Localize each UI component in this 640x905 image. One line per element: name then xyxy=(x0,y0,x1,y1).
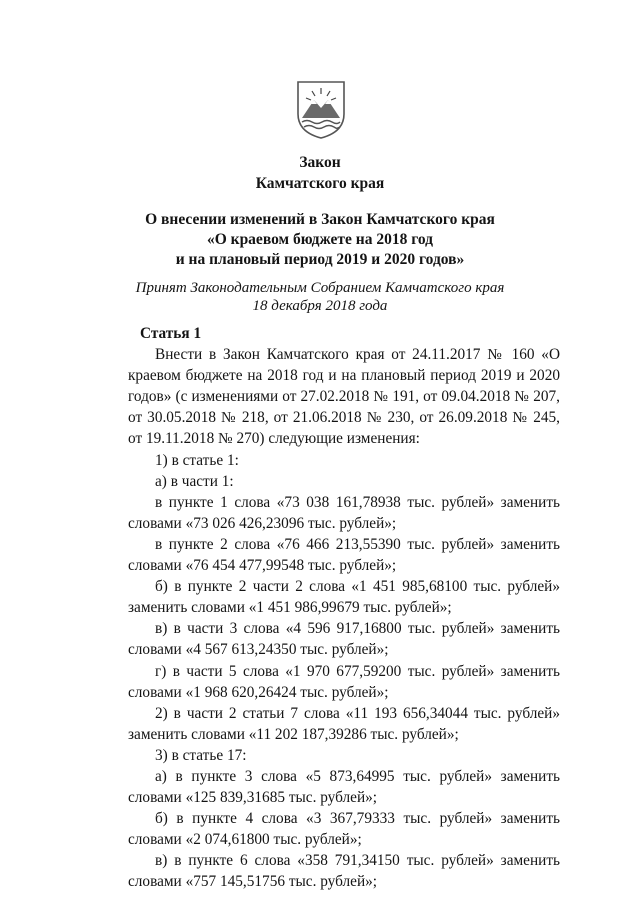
list-item: 2) в части 2 статьи 7 слова «11 193 656,34044 тыс. рублей» заменить словами «11 202 187,39286 тыс. рублей»; xyxy=(128,704,560,743)
list-item: 1) в статье 1: xyxy=(155,451,239,469)
list-item: в пункте 2 слова «76 466 213,55390 тыс. рублей» заменить словами «76 454 477,99548 тыс. рублей»; xyxy=(128,535,560,575)
law-subtitle-line2: «О краевом бюджете на 2018 год xyxy=(206,231,434,248)
law-subtitle-line1: О внесении изменений в Закон Камчатского края xyxy=(145,211,495,228)
article-body xyxy=(128,323,560,893)
list-item: в пункте 1 слова «73 038 161,78938 тыс. рублей» заменить словами «73 026 426,23096 тыс. рублей»; xyxy=(128,493,560,532)
adoption-note-line1: Принят Законодательным Собранием Камчатского края xyxy=(135,280,505,296)
law-subtitle xyxy=(0,210,640,270)
list-item: а) в пункте 3 слова «5 873,64995 тыс. рублей» заменить словами «125 839,31685 тыс. рублей»; xyxy=(128,767,560,807)
list-item: 3) в статье 17: xyxy=(155,746,247,764)
kamchatka-coat-of-arms-icon xyxy=(294,78,348,140)
adoption-note xyxy=(0,279,640,315)
law-subtitle-line3: и на плановый период 2019 и 2020 годов» xyxy=(175,251,465,268)
law-title-line2: Камчатского края xyxy=(255,175,385,192)
law-title xyxy=(0,152,640,194)
list-item: в) в части 3 слова «4 596 917,16800 тыс. рублей» заменить словами «4 567 613,24350 тыс. рублей»; xyxy=(128,620,560,659)
list-item: в) в пункте 6 слова «358 791,34150 тыс. рублей» заменить словами «757 145,51756 тыс. рублей»; xyxy=(128,852,560,891)
article-heading: Статья 1 xyxy=(140,325,202,342)
list-item: б) в пункте 4 слова «3 367,79333 тыс. рублей» заменить словами «2 074,61800 тыс. рублей»; xyxy=(128,810,560,849)
list-item: г) в части 5 слова «1 970 677,59200 тыс. рублей» заменить словами «1 968 620,26424 тыс. рублей»; xyxy=(128,662,560,701)
adoption-note-line2: 18 декабря 2018 года xyxy=(252,298,388,314)
list-item: б) в пункте 2 части 2 слова «1 451 985,68100 тыс. рублей» заменить словами «1 451 986,99679 тыс. рублей»; xyxy=(128,578,560,617)
list-item: а) в части 1: xyxy=(155,472,234,490)
law-title-line1: Закон xyxy=(299,154,341,171)
article-intro: Внести в Закон Камчатского края от 24.11.2017 № 160 «О краевом бюджете на 2018 год и на плановый период 2019 и 2020 годов» (с изменениями от 27.02.2018 № 191, от 09.04.2018 № 207, от 30.05.2018 № 218, от 21.06.2018 № 230, от 26.09.2018 № 245, от 19.11.2018 № 270) следующие изменения: xyxy=(128,346,560,448)
